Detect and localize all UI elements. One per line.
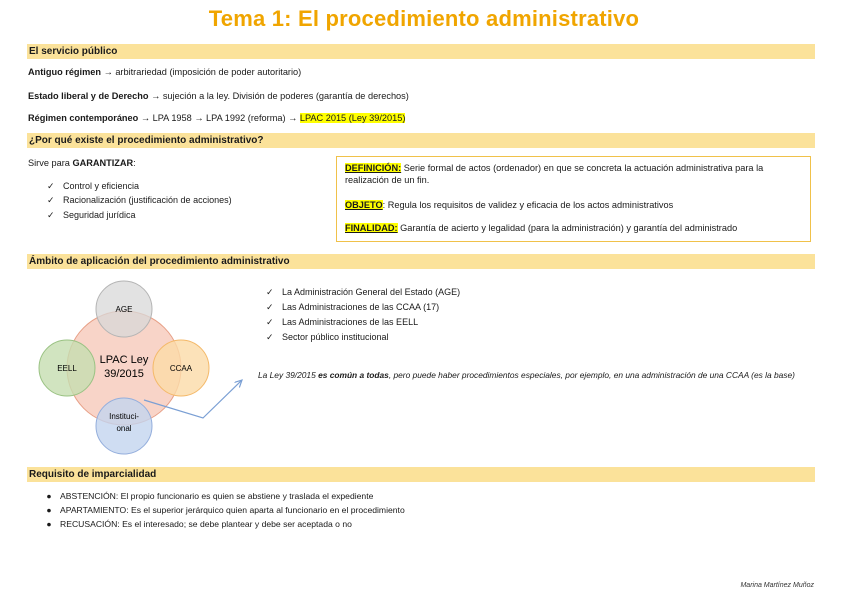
check-icon: ✓ xyxy=(47,195,55,205)
line-text: sujeción a la ley. División de poderes (garantía de derechos) xyxy=(162,91,409,101)
scope-item xyxy=(266,302,439,313)
finalidad-key: FINALIDAD: xyxy=(345,223,398,233)
scope-text: Las Administraciones de las EELL xyxy=(282,317,419,327)
scope-text: Sector público institucional xyxy=(282,332,389,342)
intro-text: Sirve para xyxy=(28,158,70,168)
intro-bold: GARANTIZAR xyxy=(72,158,134,168)
highlight-lpac: LPAC 2015 (Ley 39/2015) xyxy=(299,113,406,123)
label-bottom-1: Instituci- xyxy=(109,412,139,421)
note-italic: La Ley 39/2015 xyxy=(258,370,316,380)
definition-line xyxy=(345,162,803,186)
scope-item xyxy=(266,287,460,298)
intro-colon: : xyxy=(133,158,136,168)
section-heading-servicio: El servicio público xyxy=(27,44,815,59)
label-right: CCAA xyxy=(169,364,193,373)
finalidad-text: Garantía de acierto y legalidad (para la administración) y garantía del administrado xyxy=(400,223,738,233)
bullet-text: RECUSACIÓN: Es el interesado; se debe plantear y debe ser aceptada o no xyxy=(60,519,352,529)
objeto-text: : Regula los requisitos de validez y eficacia de los actos administrativos xyxy=(382,200,674,210)
line-bold: Estado liberal y de Derecho xyxy=(28,91,149,101)
scope-text: La Administración General del Estado (AGE) xyxy=(282,287,461,297)
line-estado-liberal xyxy=(28,91,409,101)
check-item xyxy=(47,210,136,221)
objeto-key: OBJETO xyxy=(345,200,383,210)
bullet-icon: ● xyxy=(46,519,52,529)
scope-note xyxy=(258,369,813,381)
label-center-1: LPAC Ley xyxy=(99,354,149,366)
note-bold: es común a todas xyxy=(318,370,389,380)
check-icon: ✓ xyxy=(266,302,274,312)
section-heading-porque: ¿Por qué existe el procedimiento administrativo? xyxy=(27,133,815,148)
check-text: Racionalización (justificación de acciones) xyxy=(63,195,232,205)
label-center-2: 39/2015 xyxy=(104,368,144,380)
arrow-icon: → xyxy=(151,91,161,101)
author-footer: Marina Martínez Muñoz xyxy=(740,582,814,589)
check-icon: ✓ xyxy=(266,287,274,297)
line-bold: Antiguo régimen xyxy=(28,67,101,77)
arrow-icon: → xyxy=(140,113,151,123)
bullet-item xyxy=(38,491,373,501)
bullet-item xyxy=(38,505,405,515)
bullet-text: ABSTENCIÓN: El propio funcionario es quien se abstiene y traslada el expediente xyxy=(60,491,374,501)
check-item xyxy=(47,181,139,192)
check-text: Control y eficiencia xyxy=(63,181,140,191)
check-icon: ✓ xyxy=(47,181,55,191)
label-bottom-2: onal xyxy=(116,424,132,433)
label-top: AGE xyxy=(115,305,133,314)
definition-box xyxy=(336,156,811,242)
line-antiguo-regimen xyxy=(28,67,301,77)
line-regimen-contemporaneo xyxy=(28,113,405,123)
line-text: arbitrariedad (imposición de poder autoritario) xyxy=(115,67,302,77)
arrow-icon: → xyxy=(103,67,113,77)
objeto-line xyxy=(345,199,803,211)
bullet-icon: ● xyxy=(46,505,52,515)
line-bold: Régimen contemporáneo xyxy=(28,113,139,123)
check-icon: ✓ xyxy=(47,210,55,220)
check-icon: ✓ xyxy=(266,317,274,327)
check-item xyxy=(47,195,232,206)
check-icon: ✓ xyxy=(266,332,274,342)
section-heading-ambito: Ámbito de aplicación del procedimiento administrativo xyxy=(27,254,815,269)
bullet-item xyxy=(38,519,352,529)
scope-item xyxy=(266,317,418,328)
definition-key: DEFINICIÓN: xyxy=(345,163,402,173)
finalidad-line xyxy=(345,222,803,234)
garantizar-intro xyxy=(28,158,136,168)
line-text: LPA 1958 → LPA 1992 (reforma) → xyxy=(152,113,298,123)
check-text: Seguridad jurídica xyxy=(63,210,136,220)
scope-diagram xyxy=(0,270,300,460)
definition-text: Serie formal de actos (ordenador) en que se concreta la actuación administrativa para la realización de un fin. xyxy=(345,163,764,185)
section-heading-imparcialidad: Requisito de imparcialidad xyxy=(27,467,815,482)
page-title: Tema 1: El procedimiento administrativo xyxy=(208,6,640,31)
scope-text: Las Administraciones de las CCAA (17) xyxy=(282,302,440,312)
scope-item xyxy=(266,332,389,343)
note-italic-rest: , pero puede haber procedimientos especiales, por ejemplo, en una administración de una CCAA (es la base) xyxy=(388,370,795,380)
bullet-text: APARTAMIENTO: Es el superior jerárquico quien aparta al funcionario en el procedimiento xyxy=(60,505,405,515)
label-left: EELL xyxy=(57,364,77,373)
bullet-icon: ● xyxy=(46,491,52,501)
